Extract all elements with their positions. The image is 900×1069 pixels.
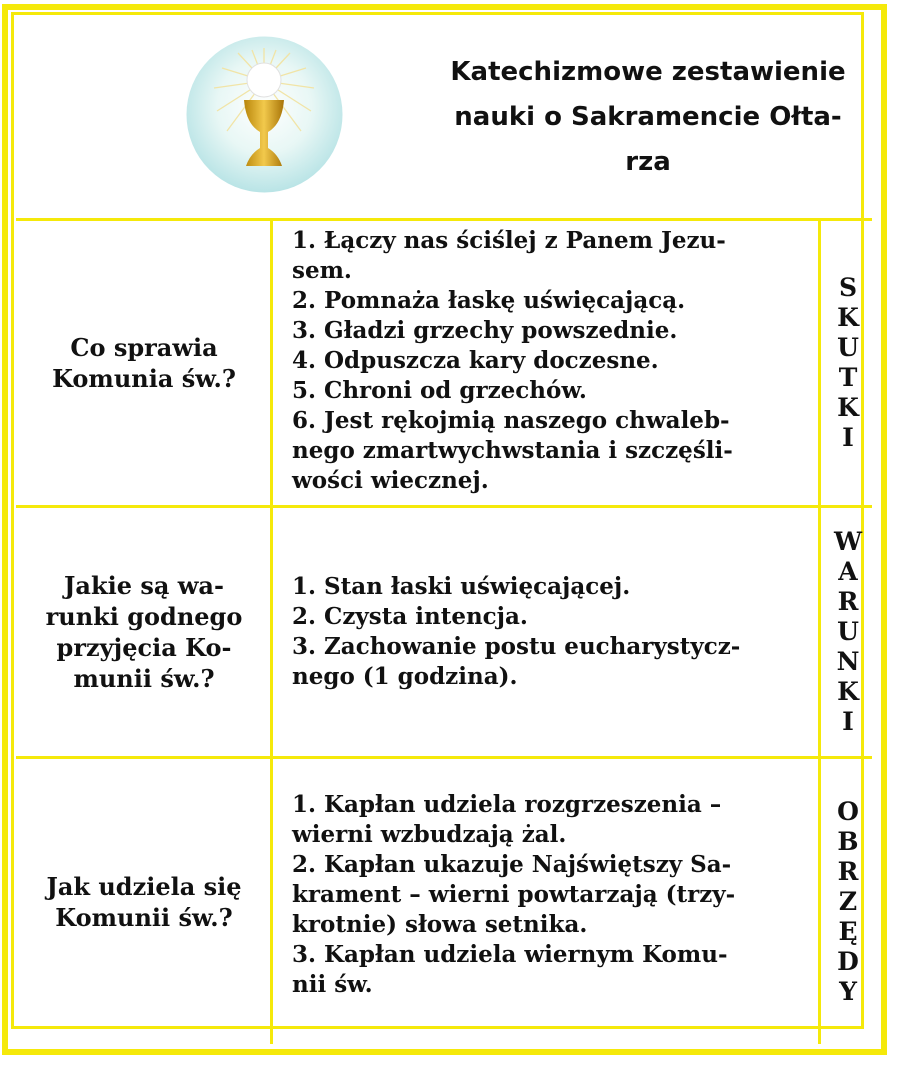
side-letter: O (837, 796, 859, 826)
answer-item: 4. Odpuszcza kary doczesne. (292, 347, 659, 374)
document-title: Katechizmowe zestawienie nauki o Sakramencie Ołta- rza (450, 57, 846, 177)
answer-item: 3. Zachowanie postu eucharystycz- nego (1 godzina). (292, 633, 741, 690)
side-letter: K (837, 393, 859, 422)
side-letter: T (838, 363, 858, 392)
answer-item: 2. Czysta intencja. (292, 603, 528, 630)
side-letter: R (837, 856, 859, 886)
divider-col-2 (818, 218, 821, 1044)
side-letter: K (837, 303, 859, 332)
answer-item: 3. Gładzi grzechy powszednie. (292, 317, 678, 344)
answers-conditions (292, 572, 812, 692)
side-letter: R (837, 587, 859, 616)
answer-item: 1. Kapłan udziela rozgrzeszenia – wierni wzbudzają żal. (292, 791, 722, 848)
side-letter: I (842, 423, 854, 452)
question-effects: Co sprawia Komunia św.? (52, 333, 236, 393)
question-rite: Jak udziela się Komunii św.? (46, 871, 242, 932)
side-letter: W (833, 527, 863, 556)
question-conditions: Jakie są wa- runki godnego przyjęcia Ko- munii św.? (45, 571, 243, 693)
side-letter: A (838, 557, 858, 586)
answers-rite (292, 790, 812, 1000)
chalice-host-icon (186, 36, 343, 193)
side-letter: N (836, 647, 860, 676)
side-letter: U (837, 617, 859, 646)
answer-item: 1. Stan łaski uświęcającej. (292, 573, 631, 600)
side-letter: K (837, 677, 859, 706)
answer-item: 5. Chroni od grzechów. (292, 377, 587, 404)
side-letter: B (837, 826, 859, 856)
side-label-rite (822, 759, 874, 1044)
answer-item: 1. Łączy nas ściślej z Panem Jezu- sem. (292, 227, 726, 284)
side-letter: U (837, 333, 859, 362)
side-label-conditions (822, 508, 874, 756)
answer-item: 2. Kapłan ukazuje Najświętszy Sa- krament – wierni powtarzają (trzy- krotnie) słowa setnika. (292, 851, 736, 938)
side-label-effects (822, 221, 874, 505)
divider-col-1 (270, 218, 273, 1044)
answer-item: 3. Kapłan udziela wiernym Komu- nii św. (292, 941, 728, 998)
side-letter: Z (838, 886, 858, 916)
side-letter: Y (839, 976, 857, 1006)
answer-item: 6. Jest rękojmią naszego chwaleb- nego zmartwychwstania i szczęśli- wości wiecznej. (292, 407, 733, 494)
answer-item: 2. Pomnaża łaskę uświęcającą. (292, 287, 686, 314)
side-letter: S (838, 273, 858, 302)
side-letter: D (837, 946, 859, 976)
answers-effects (292, 226, 812, 496)
side-letter: I (842, 707, 854, 736)
side-letter: Ę (838, 916, 858, 946)
